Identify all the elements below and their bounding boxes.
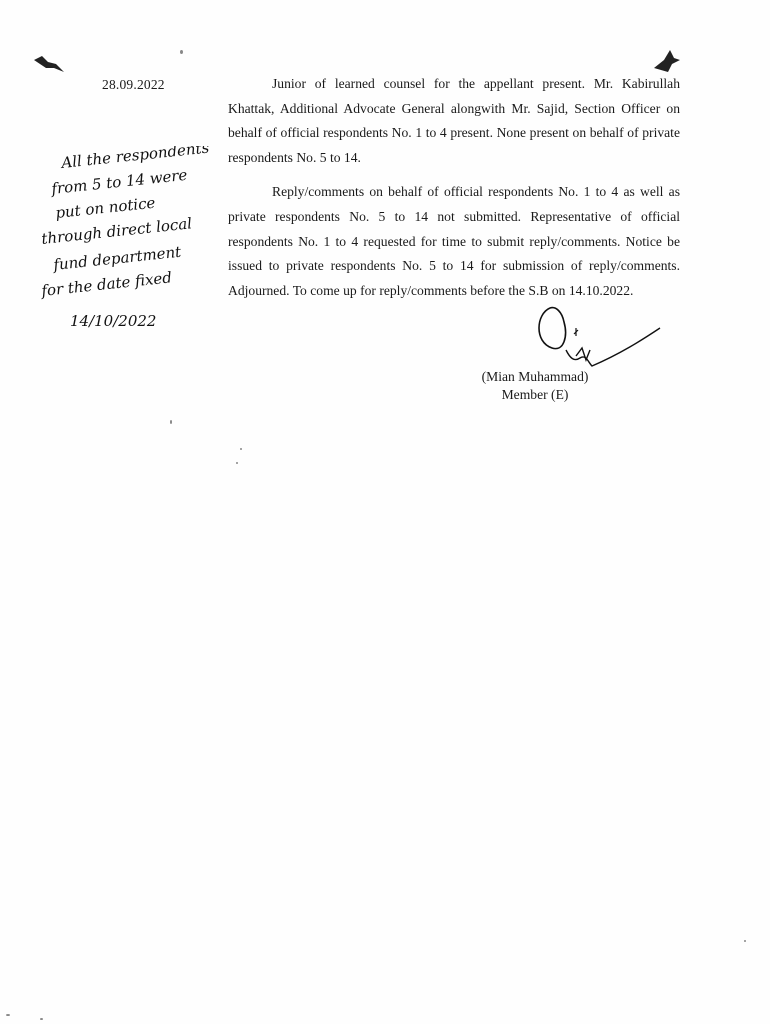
order-date: 28.09.2022 — [102, 77, 165, 92]
signatory-designation: Member (E) — [501, 387, 569, 402]
handwritten-line: fund department — [52, 242, 182, 274]
handwritten-line: for the date fixed — [40, 268, 173, 300]
handwritten-line: through direct local — [40, 214, 193, 248]
handwritten-line: put on notice — [54, 193, 157, 222]
ink-blot-mark — [650, 44, 684, 74]
handwritten-line: All the respondents — [60, 146, 211, 172]
signature-scribble — [530, 296, 670, 376]
signature-block — [455, 368, 615, 404]
speck — [170, 420, 172, 424]
handwritten-line: 14/10/2022 — [70, 312, 157, 330]
handwritten-margin-note — [30, 146, 230, 346]
handwritten-line: from 5 to 14 were — [50, 165, 189, 198]
speck — [6, 1014, 10, 1016]
speck — [744, 940, 746, 942]
speck — [40, 1018, 43, 1020]
ink-blot-mark — [30, 52, 70, 76]
signatory-name: (Mian Muhammad) — [481, 369, 589, 384]
speck — [180, 50, 183, 54]
order-paragraph: Junior of learned counsel for the appellant present. Mr. Kabirullah Khattak, Additional Advocate General alongwith Mr. Sajid, Section Officer on behalf of official respondents No. 1 to 4 present. None present on behalf of private respondents No. 5 to 14. — [228, 76, 680, 165]
speck — [236, 462, 238, 464]
order-text — [228, 72, 680, 303]
speck — [240, 448, 242, 450]
order-paragraph: Reply/comments on behalf of official respondents No. 1 to 4 as well as private respondents No. 5 to 14 not submitted. Representative of official respondents No. 1 to 4 requested for time to submit reply/comments. Notice be issued to private respondents No. 5 to 14 for submission of reply/comments. Adjourned. To come up for reply/comments before the S.B on 14.10.2022. — [228, 184, 680, 298]
